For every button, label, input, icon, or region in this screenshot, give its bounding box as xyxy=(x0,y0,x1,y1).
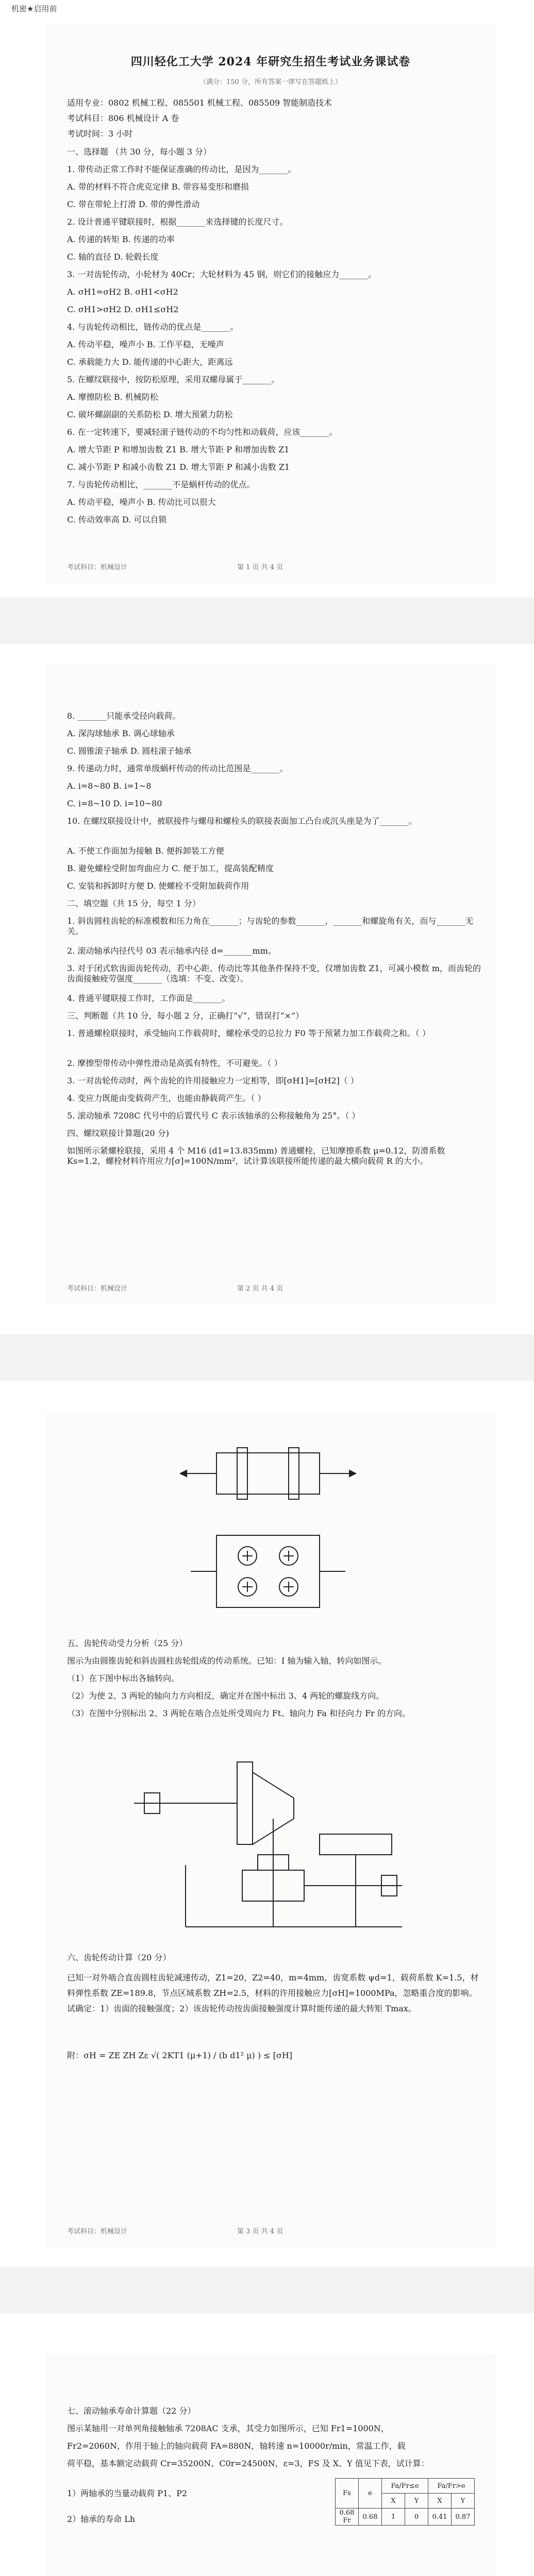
question-line: 1. 普通螺栓联接时，承受轴向工作载荷时，螺栓承受的总拉力 F0 等于预紧力加工作载荷之和。（ ） xyxy=(67,1028,430,1038)
question-line: 四、螺纹联接计算题(20 分) xyxy=(67,1128,169,1138)
question-line: 五、齿轮传动受力分析（25 分） xyxy=(67,1638,188,1648)
question-line: Fr2=2060N，作用于轴上的轴向载荷 FA=880N，轴转速 n=10000r/min，常温工作，载 xyxy=(67,2441,406,2451)
question-line: 三、判断题（共 10 分，每小题 2 分，正确打“√”，错误打“×”） xyxy=(67,1011,304,1021)
exam-page-3 xyxy=(0,1381,534,2267)
question-line: C. 安装和拆卸时方便 D. 使螺栓不受附加载荷作用 xyxy=(67,881,249,891)
question-line: 七、滚动轴承寿命计算题（22 分） xyxy=(67,2406,196,2416)
question-line: 一、选择题 （共 30 分，每小题 3 分） xyxy=(67,147,211,157)
question-line: 2. 摩擦型带传动中弹性滑动是高弧有特性，不可避免。（ ） xyxy=(67,1058,282,1068)
question-line: A. i=8~80 B. i=1~8 xyxy=(67,781,152,791)
question-line: A. 传递的转矩 B. 传递的功率 xyxy=(67,234,175,244)
page-gap xyxy=(0,1334,534,1381)
bearing-table xyxy=(335,2478,475,2526)
exam-majors: 适用专业：0802 机械工程、085501 机械工程、085509 智能制造技术 xyxy=(67,98,332,108)
question-line: A. σH1=σH2 B. σH1<σH2 xyxy=(67,287,178,297)
question-line: 图示某轴用一对单列角接触轴承 7208AC 支承，其受力如图所示，已知 Fr1=1000N， xyxy=(67,2424,389,2433)
page-gap xyxy=(0,598,534,644)
question-line: 如图所示紧螺栓联接，采用 4 个 M16 (d1=13.835mm) 普通螺栓，已知摩擦系数 μ=0.12，防滑系数 Ks=1.2，螺栓材料许用应力[σ]=100N/mm²，试计算该联接所能传递的最大横向载荷 R 的大小。 xyxy=(67,1146,445,1166)
question-line: C. 圆锥滚子轴承 D. 圆柱滚子轴承 xyxy=(67,746,192,756)
exam-title: 四川轻化工大学 2024 年研究生招生考试业务课试卷 xyxy=(130,55,411,69)
question-line: 图示为由圆锥齿轮和斜齿圆柱齿轮组成的传动系统。已知：I 轴为输入轴，转向如图示。 xyxy=(67,1656,387,1666)
table-cell: 1 xyxy=(382,2509,405,2526)
question-line: C. 带在带轮上打滑 D. 带的弹性滑动 xyxy=(67,199,200,209)
question-line: 5. 在螺纹联接中，按防松原理，采用双螺母属于_______。 xyxy=(67,375,280,384)
question-line: C. i=8~10 D. i=10~80 xyxy=(67,799,162,808)
page-footer-number: 第 3 页 共 4 页 xyxy=(237,2228,283,2235)
question-line: 8. _______只能承受径向载荷。 xyxy=(67,711,181,721)
question-line: （3）在图中分别标出 2、3 两轮在啮合点处所受周向力 Ft、轴向力 Fa 和径向力 Fr 的方向。 xyxy=(67,1708,410,1718)
exam-page-1 xyxy=(0,15,534,598)
question-line: C. 传动效率高 D. 可以自锁 xyxy=(67,515,167,524)
question-line: 9. 传递动力时，通常单级蜗杆传动的传动比范围是_______。 xyxy=(67,764,288,773)
question-line: 4. 变应力既能由变载荷产生，也能由静载荷产生。（ ） xyxy=(67,1093,266,1103)
question-line: A. 传动平稳，噪声小 B. 传动比可以很大 xyxy=(67,497,216,507)
formula-line: 附：σH = ZE ZH Zε √( 2KT1 (μ+1) / (b d1² μ) ) ≤ [σH] xyxy=(67,2050,293,2060)
question-line: 10. 在螺纹联接设计中，被联接件与螺母和螺栓头的联接表面加工凸台或沉头座是为了_______。 xyxy=(67,816,417,826)
exam-page-2 xyxy=(0,644,534,1334)
exam-note: （满分：150 分，所有答案一律写在答题纸上） xyxy=(199,78,342,86)
page-footer-number: 第 1 页 共 4 页 xyxy=(237,564,283,571)
table-header: Fs xyxy=(336,2479,359,2509)
question-line: 荷平稳，基本额定动载荷 Cr=35200N、C0r=24500N，ε=3，FS 及 X、Y 值见下表，试计算： xyxy=(67,2459,429,2468)
question-line: C. 承载能力大 D. 能传递的中心距大，距离远 xyxy=(67,357,233,367)
question-line: 已知一对外啮合直齿圆柱齿轮减速传动，Z1=20，Z2=40，m=4mm，齿宽系数 ψd=1，载荷系数 K=1.5，材料弹性系数 ZE=189.8，节点区域系数 ZH=2.5，材料的许用接触应力[σH]=1000MPa，忽略重合度的影响。试确定：1）齿面的接触强度；2）该齿轮传动按齿面接触强度计算时能传递的最大转矩 Tmax。 xyxy=(67,1973,479,2013)
question-line: A. 增大节距 P 和增加齿数 Z1 B. 增大节距 P 和增加齿数 Z1 xyxy=(67,445,290,454)
question-line: A. 摩擦防松 B. 机械防松 xyxy=(67,392,158,402)
question-line: 1. 斜齿圆柱齿轮的标准模数和压力角在_______；与齿轮的参数_______，_______和螺旋角有关，而与_______无关。 xyxy=(67,916,474,936)
question-line: 3. 一对齿轮传动，小轮材为 40Cr；大轮材料为 45 钢，则它们的接触应力_______。 xyxy=(67,269,377,279)
table-cell: 0.68 xyxy=(359,2509,382,2526)
exam-time: 考试时间：3 小时 xyxy=(67,129,133,139)
table-subheader: Y xyxy=(405,2494,428,2509)
question-line: A. 不使工作面加为接触 B. 便拆卸装工方便 xyxy=(67,846,224,856)
table-cell: 0 xyxy=(405,2509,428,2526)
gear-train-figure xyxy=(124,1741,412,1937)
question-line: A. 深沟球轴承 B. 调心球轴承 xyxy=(67,728,175,738)
question-line: 3. 一对齿轮传动时，两个齿轮的许用接触应力一定相等，即[σH1]=[σH2]（ ） xyxy=(67,1076,359,1086)
table-subheader: X xyxy=(428,2494,452,2509)
question-line: 3. 对于闭式软齿面齿轮传动，若中心距、传动比等其他条件保持不变，仅增加齿数 Z1，可减小模数 m，而齿轮的齿面接触疲劳强度_______（选填：不变、改变）。 xyxy=(67,963,481,984)
bearing-shaft-figure xyxy=(77,2571,459,2576)
question-line: 2. 滚动轴承内径代号 03 表示轴承内径 d=_______mm。 xyxy=(67,946,276,956)
question-line: 4. 与齿轮传动相比，链传动的优点是_______。 xyxy=(67,322,239,332)
table-cell: 0.68 Fr xyxy=(336,2509,359,2526)
question-line: 4. 普通平键联接工作时，工作面是_______。 xyxy=(67,993,230,1003)
question-line: A. 传动平稳，噪声小 B. 工作平稳，无噪声 xyxy=(67,340,224,349)
table-cell: 0.41 xyxy=(428,2509,452,2526)
table-header: Fa/Fr≤e xyxy=(382,2479,428,2494)
question-line: 2）轴承的寿命 Lh xyxy=(67,2514,136,2524)
question-line: 1. 带传动正常工作时不能保证准确的传动比，是因为_______。 xyxy=(67,164,296,174)
question-line: 6. 在一定转速下，要减轻滚子链传动的不均匀性和动载荷，应该_______。 xyxy=(67,427,338,437)
table-subheader: Y xyxy=(452,2494,475,2509)
page-footer-subject: 考试科目：机械设计 xyxy=(67,2228,128,2235)
page-footer-subject: 考试科目：机械设计 xyxy=(67,564,128,571)
question-line: （1）在下图中标出各轴转向。 xyxy=(67,1673,180,1683)
question-line: B. 避免螺栓受附加弯曲应力 C. 便于加工，提高装配精度 xyxy=(67,863,274,873)
table-header: e xyxy=(359,2479,382,2509)
exam-subject: 考试科目：806 机械设计 A 卷 xyxy=(67,113,179,123)
question-line: 5. 滚动轴承 7208C 代号中的后置代号 C 表示该轴承的公称接触角为 25°。（ ） xyxy=(67,1111,360,1121)
bolt-joint-figure xyxy=(170,1432,366,1618)
table-subheader: X xyxy=(382,2494,405,2509)
exam-page-4 xyxy=(0,2313,534,2576)
question-line: （2）为使 2、3 两轮的轴向力方向相反，确定并在图中标出 3、4 两轮的螺旋线方向。 xyxy=(67,1691,385,1701)
question-line: 7. 与齿轮传动相比，_______不是蜗杆传动的优点。 xyxy=(67,480,255,489)
page-footer-number: 第 2 页 共 4 页 xyxy=(237,1285,283,1293)
question-line: 二、填空题（共 15 分，每空 1 分） xyxy=(67,899,201,908)
question-line: 1）两轴承的当量动载荷 P1、P2 xyxy=(67,2488,188,2498)
table-header: Fa/Fr>e xyxy=(428,2479,475,2494)
question-line: A. 带的材料不符合虎克定律 B. 带容易变形和磨损 xyxy=(67,182,249,192)
question-line: C. 破坏螺副副的关系防松 D. 增大预紧力防松 xyxy=(67,410,233,419)
page-footer-subject: 考试科目：机械设计 xyxy=(67,1285,128,1293)
table-cell: 0.87 xyxy=(452,2509,475,2526)
secret-label: 机密★启用前 xyxy=(11,4,57,13)
page-gap xyxy=(0,2267,534,2313)
question-line: 六、齿轮传动计算（20 分） xyxy=(67,1953,171,1962)
question-line: C. 减小节距 P 和减小齿数 Z1 D. 增大节距 P 和减小齿数 Z1 xyxy=(67,462,290,472)
question-line: 2. 设计普通平键联接时，根据_______来选择键的长度尺寸。 xyxy=(67,217,288,227)
question-line: C. 轴的直径 D. 轮毂长度 xyxy=(67,252,159,262)
question-line: C. σH1>σH2 D. σH1≤σH2 xyxy=(67,304,179,314)
